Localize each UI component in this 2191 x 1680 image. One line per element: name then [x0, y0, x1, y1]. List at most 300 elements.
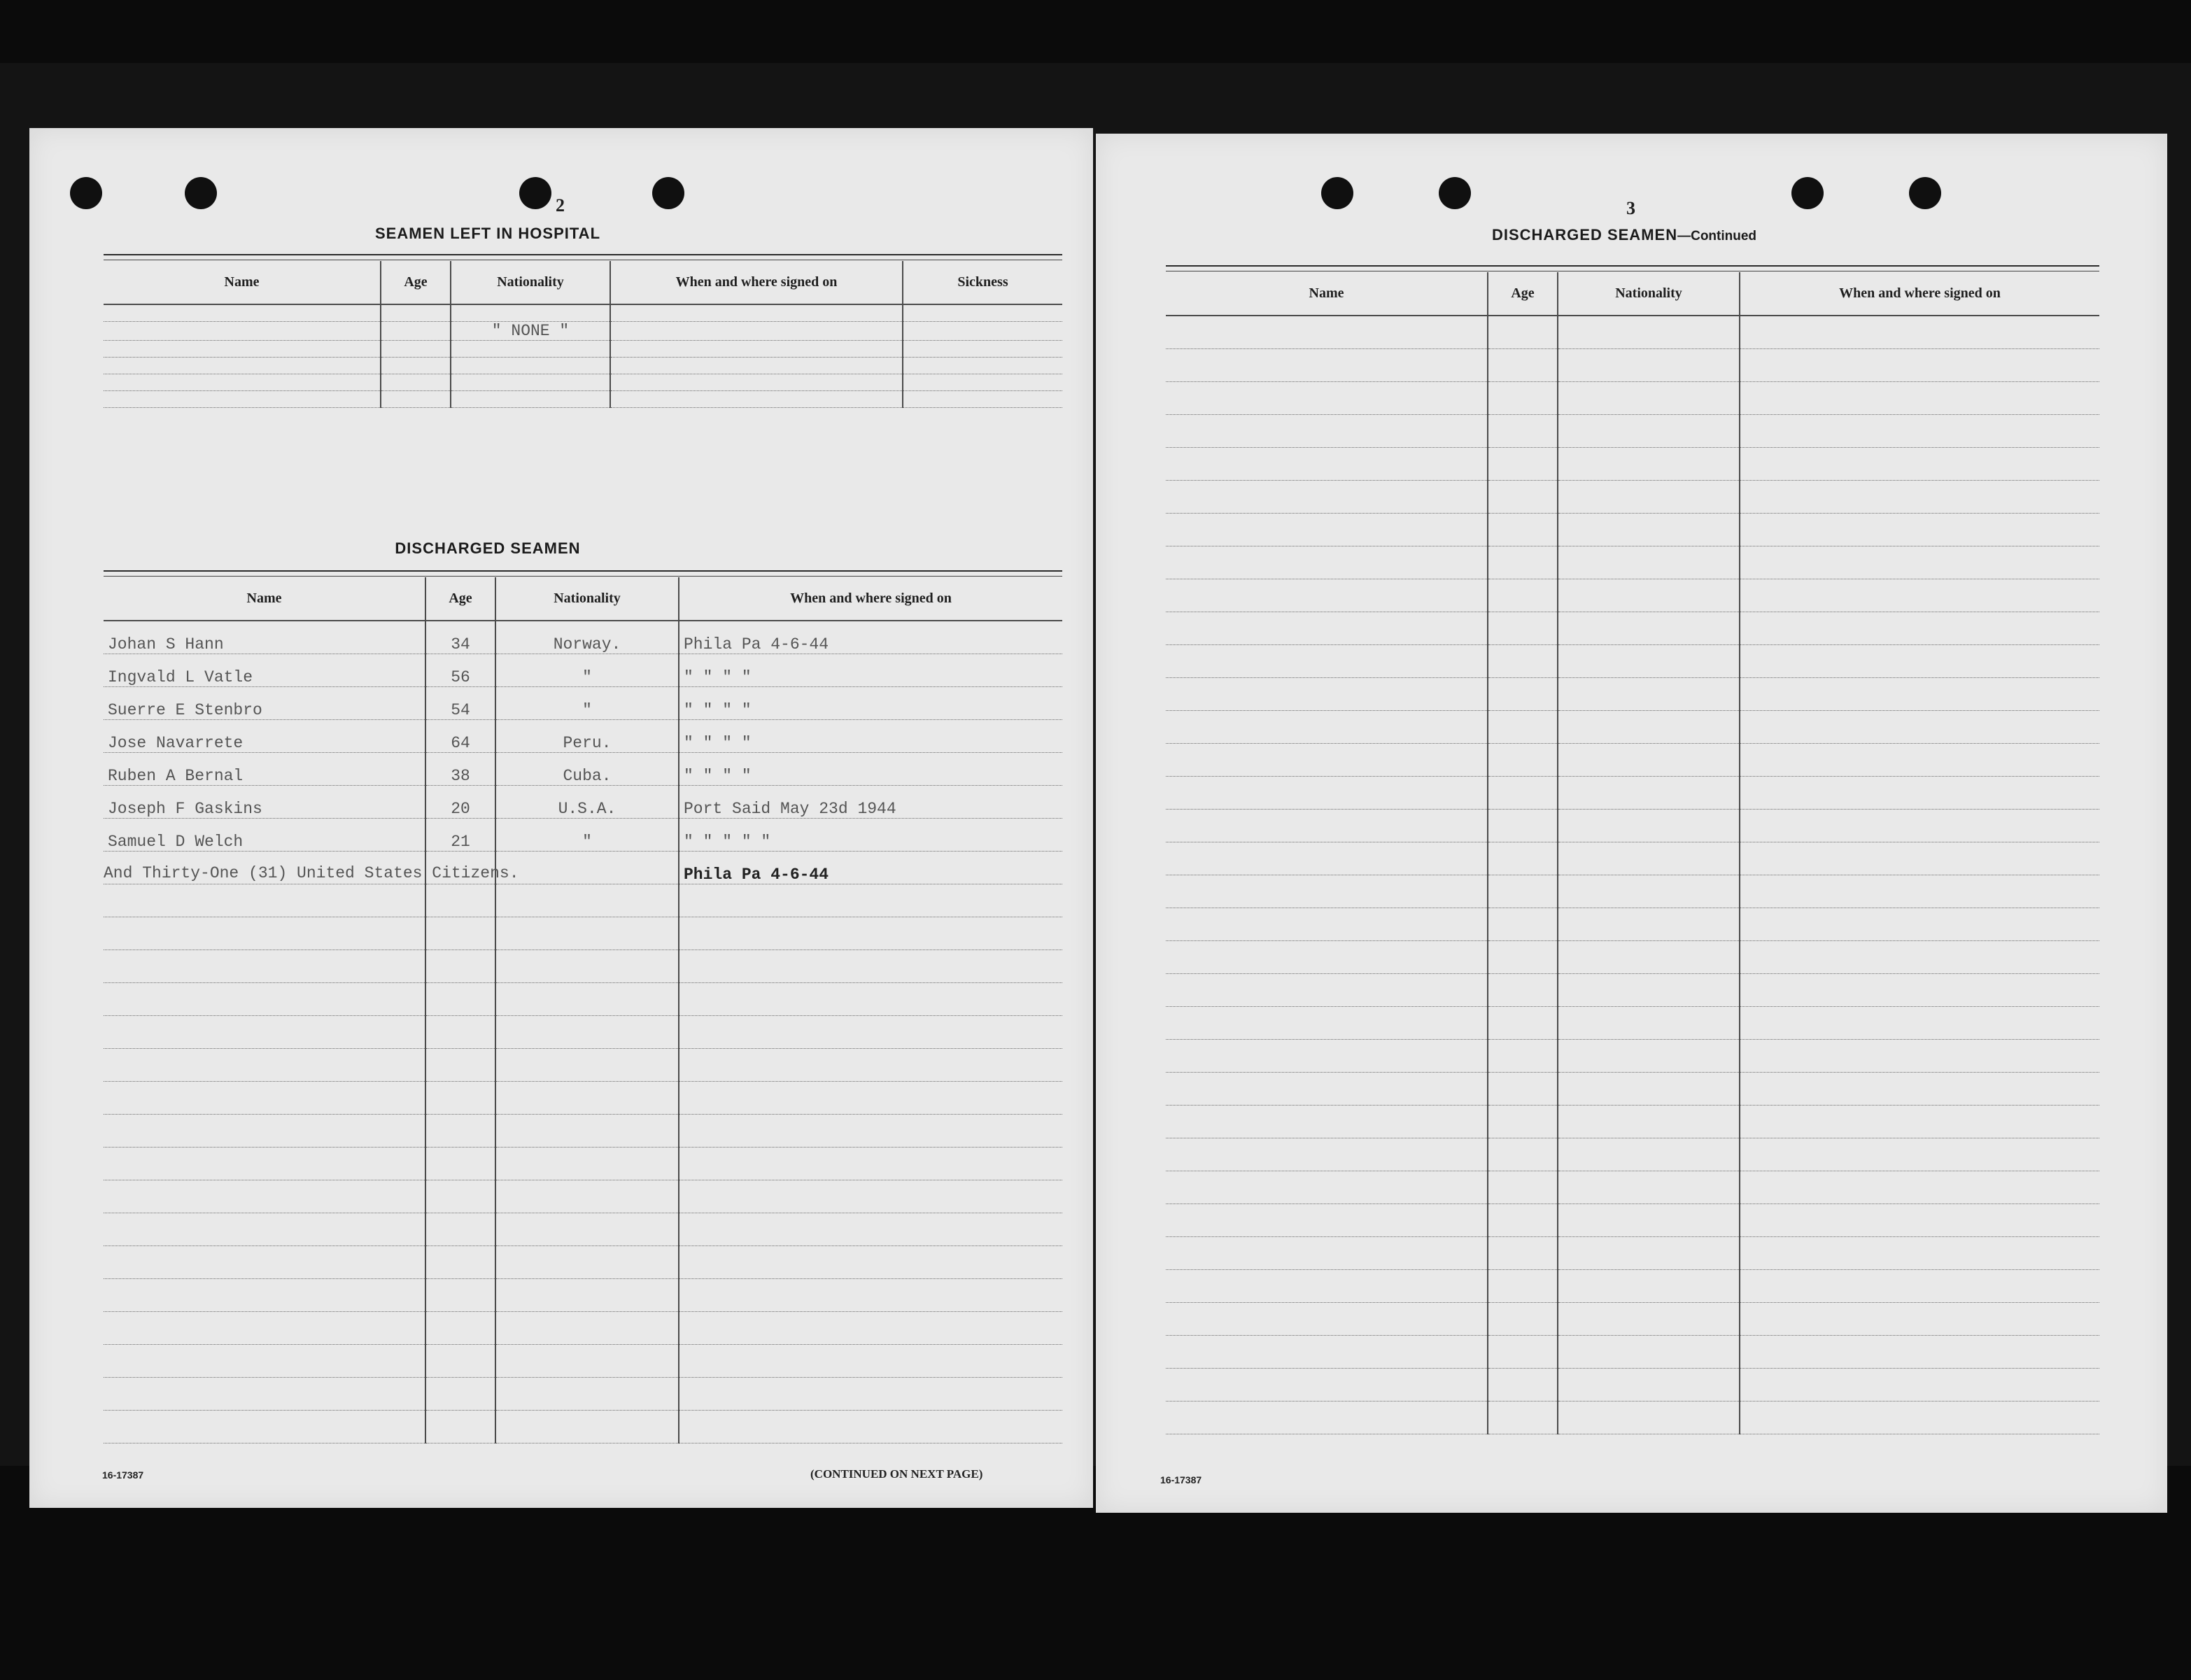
table-row: [1166, 1072, 2099, 1105]
table-row: [1166, 1302, 2099, 1335]
signed-on-cell: [679, 1114, 1062, 1147]
age-cell: [425, 950, 495, 982]
age-cell: [1488, 348, 1558, 381]
nationality-cell: [1558, 447, 1740, 480]
col-header-signed-on: When and where signed on: [610, 261, 903, 304]
name-cell: [1166, 1072, 1488, 1105]
name-cell: [1166, 579, 1488, 612]
table-row: [104, 818, 1062, 851]
nationality-cell: ": [495, 818, 679, 851]
age-cell: [425, 884, 495, 917]
age-cell: [1488, 1203, 1558, 1236]
age-cell: [1488, 1236, 1558, 1269]
signed-on-cell: [1740, 1236, 2099, 1269]
signed-on-cell: [1740, 612, 2099, 644]
nationality-cell: [1558, 842, 1740, 875]
age-cell: [425, 1114, 495, 1147]
name-cell: [104, 1245, 425, 1278]
nationality-cell: [451, 304, 610, 321]
age-cell: [425, 1278, 495, 1311]
name-cell: Ingvald L Vatle: [104, 654, 425, 686]
table-row: [1166, 940, 2099, 973]
nationality-cell: ": [495, 686, 679, 719]
nationality-cell: [1558, 644, 1740, 677]
punch-hole: [519, 177, 551, 209]
signed-on-cell: [679, 1081, 1062, 1114]
nationality-cell: [1558, 677, 1740, 710]
name-cell: [1166, 644, 1488, 677]
nationality-cell: [1558, 513, 1740, 546]
nationality-cell: [495, 1114, 679, 1147]
signed-on-cell: [679, 1213, 1062, 1245]
nationality-cell: [495, 1048, 679, 1081]
table-row: [104, 374, 1062, 390]
form-number: 16-17387: [1160, 1474, 1202, 1485]
age-cell: [425, 982, 495, 1015]
age-cell: [381, 374, 451, 390]
signed-on-cell: [610, 390, 903, 407]
signed-on-cell: [679, 950, 1062, 982]
name-cell: [104, 340, 381, 357]
nationality-cell: Cuba.: [495, 752, 679, 785]
signed-on-cell: [1740, 1302, 2099, 1335]
signed-on-cell: [1740, 710, 2099, 743]
signed-on-cell: [679, 1048, 1062, 1081]
name-cell: [1166, 973, 1488, 1006]
age-cell: [425, 1015, 495, 1048]
nationality-cell: [1558, 776, 1740, 809]
table-row: [104, 1048, 1062, 1081]
nationality-cell: [451, 374, 610, 390]
name-cell: [104, 1213, 425, 1245]
name-cell: [1166, 1138, 1488, 1171]
signed-on-cell: " " " ": [679, 719, 1062, 752]
age-cell: [1488, 940, 1558, 973]
age-cell: [1488, 1006, 1558, 1039]
name-cell: [104, 950, 425, 982]
table-row: [104, 884, 1062, 917]
name-cell: [104, 357, 381, 374]
table-row: [1166, 414, 2099, 447]
page-number: 2: [556, 195, 565, 216]
age-cell: [1488, 710, 1558, 743]
nationality-cell: [495, 982, 679, 1015]
signed-on-cell: [1740, 677, 2099, 710]
age-cell: [425, 1213, 495, 1245]
nationality-cell: [495, 1015, 679, 1048]
signed-on-cell: [1740, 776, 2099, 809]
age-cell: [1488, 1368, 1558, 1401]
age-cell: [1488, 316, 1558, 348]
table-row: [1166, 973, 2099, 1006]
nationality-cell: [1558, 1072, 1740, 1105]
name-cell: [104, 1048, 425, 1081]
name-cell: [104, 1015, 425, 1048]
signed-on-cell: [679, 982, 1062, 1015]
table-row: [104, 321, 1062, 340]
signed-on-cell: [1740, 447, 2099, 480]
nationality-cell: [1558, 1203, 1740, 1236]
signed-on-cell: " " " ": [679, 654, 1062, 686]
name-cell: [104, 1377, 425, 1410]
name-cell: [1166, 710, 1488, 743]
table-row: [1166, 447, 2099, 480]
signed-on-cell: " " " " ": [679, 818, 1062, 851]
nationality-cell: " NONE ": [451, 321, 610, 340]
table-row: [1166, 842, 2099, 875]
nationality-cell: [495, 1377, 679, 1410]
nationality-cell: [495, 884, 679, 917]
age-cell: [1488, 513, 1558, 546]
age-cell: [381, 390, 451, 407]
name-cell: [104, 1147, 425, 1180]
name-cell: [1166, 776, 1488, 809]
col-header-age: Age: [381, 261, 451, 304]
signed-on-cell: [1740, 1138, 2099, 1171]
nationality-cell: [1558, 1138, 1740, 1171]
col-header-nationality: Nationality: [451, 261, 610, 304]
signed-on-cell: [1740, 381, 2099, 414]
age-cell: [381, 321, 451, 340]
nationality-cell: [1558, 480, 1740, 513]
age-cell: 21: [425, 818, 495, 851]
signed-on-cell: Port Said May 23d 1944: [679, 785, 1062, 818]
nationality-cell: [1558, 809, 1740, 842]
age-cell: [425, 1245, 495, 1278]
name-cell: [104, 982, 425, 1015]
name-cell: Ruben A Bernal: [104, 752, 425, 785]
col-header-nationality: Nationality: [495, 577, 679, 621]
name-cell: Samuel D Welch: [104, 818, 425, 851]
age-cell: [1488, 1138, 1558, 1171]
film-top-band: [0, 0, 2191, 63]
name-cell: [1166, 513, 1488, 546]
signed-on-cell: [610, 304, 903, 321]
table-row: [104, 785, 1062, 818]
signed-on-cell: [1740, 1006, 2099, 1039]
name-cell: Johan S Hann: [104, 621, 425, 654]
table-row: [1166, 1039, 2099, 1072]
table-row: [1166, 776, 2099, 809]
signed-on-cell: [679, 884, 1062, 917]
signed-on-cell: [1740, 546, 2099, 579]
table-row: [104, 1311, 1062, 1344]
table-row: [1166, 612, 2099, 644]
nationality-cell: [495, 1180, 679, 1213]
age-cell: [1488, 1039, 1558, 1072]
table-row: [104, 1114, 1062, 1147]
signed-on-cell: " " " ": [679, 752, 1062, 785]
table-row: [1166, 1335, 2099, 1368]
name-cell: [104, 1114, 425, 1147]
hospital-section-title: SEAMEN LEFT IN HOSPITAL: [374, 225, 601, 242]
table-row: [104, 851, 1062, 884]
col-header-age: Age: [425, 577, 495, 621]
table-row: [1166, 1203, 2099, 1236]
age-cell: [1488, 1269, 1558, 1302]
age-cell: [1488, 644, 1558, 677]
name-cell: [104, 1081, 425, 1114]
signed-on-cell: [679, 917, 1062, 950]
name-cell: Suerre E Stenbro: [104, 686, 425, 719]
name-cell: [1166, 316, 1488, 348]
signed-on-cell: [679, 1015, 1062, 1048]
table-row: [1166, 1138, 2099, 1171]
table-row: [1166, 1401, 2099, 1434]
table-row: [104, 304, 1062, 321]
nationality-cell: [495, 1344, 679, 1377]
col-header-name: Name: [1166, 272, 1488, 316]
name-cell: [1166, 1105, 1488, 1138]
table-row: [1166, 1368, 2099, 1401]
name-cell: [104, 1180, 425, 1213]
sickness-cell: [903, 321, 1062, 340]
age-cell: [1488, 743, 1558, 776]
age-cell: [425, 1180, 495, 1213]
age-cell: [1488, 381, 1558, 414]
punch-hole: [1439, 177, 1471, 209]
table-row: [1166, 1006, 2099, 1039]
name-cell: [1166, 546, 1488, 579]
nationality-cell: [495, 851, 679, 884]
table-row: [1166, 1171, 2099, 1203]
table-row: [1166, 546, 2099, 579]
table-row: [1166, 316, 2099, 348]
sickness-cell: [903, 374, 1062, 390]
nationality-cell: [1558, 1006, 1740, 1039]
signed-on-cell: [610, 374, 903, 390]
signed-on-cell: [1740, 480, 2099, 513]
table-row: [1166, 809, 2099, 842]
table-row: [1166, 677, 2099, 710]
nationality-cell: [495, 917, 679, 950]
signed-on-cell: [610, 321, 903, 340]
name-cell: [104, 851, 519, 884]
table-row: [1166, 875, 2099, 908]
nationality-cell: [1558, 579, 1740, 612]
age-cell: [381, 304, 451, 321]
signed-on-cell: [1740, 908, 2099, 940]
table-row: [1166, 381, 2099, 414]
age-cell: 38: [425, 752, 495, 785]
name-cell: [1166, 480, 1488, 513]
nationality-cell: [1558, 1269, 1740, 1302]
name-cell: [1166, 1335, 1488, 1368]
age-cell: [425, 1048, 495, 1081]
punch-hole: [70, 177, 102, 209]
nationality-cell: [451, 340, 610, 357]
signed-on-cell: [1740, 1171, 2099, 1203]
sickness-cell: [903, 357, 1062, 374]
age-cell: [1488, 480, 1558, 513]
sickness-cell: [903, 390, 1062, 407]
name-cell: [1166, 1269, 1488, 1302]
nationality-cell: [1558, 1335, 1740, 1368]
nationality-cell: Peru.: [495, 719, 679, 752]
punch-hole: [185, 177, 217, 209]
table-row: [104, 1015, 1062, 1048]
nationality-cell: [1558, 743, 1740, 776]
signed-on-cell: [1740, 316, 2099, 348]
discharged-table: [104, 577, 1062, 1443]
age-cell: [425, 1147, 495, 1180]
name-cell: [104, 304, 381, 321]
table-row: [1166, 710, 2099, 743]
age-cell: [1488, 1171, 1558, 1203]
signed-on-cell: [679, 1147, 1062, 1180]
table-row: [1166, 513, 2099, 546]
discharged-section-title: DISCHARGED SEAMEN: [395, 539, 581, 557]
table-row: [104, 390, 1062, 407]
nationality-cell: [1558, 908, 1740, 940]
nationality-cell: [1558, 1401, 1740, 1434]
continued-table: [1166, 272, 2099, 1434]
name-cell: [104, 374, 381, 390]
nationality-cell: [1558, 1171, 1740, 1203]
nationality-cell: U.S.A.: [495, 785, 679, 818]
nationality-cell: [495, 1311, 679, 1344]
signed-on-cell: [1740, 348, 2099, 381]
name-cell: [1166, 1203, 1488, 1236]
signed-on-cell: [679, 1245, 1062, 1278]
name-cell: [104, 1278, 425, 1311]
signed-on-cell: [1740, 1039, 2099, 1072]
discharged-continued-title: [1446, 226, 1803, 244]
signed-on-cell: [1740, 1368, 2099, 1401]
age-cell: [425, 1344, 495, 1377]
nationality-cell: [1558, 710, 1740, 743]
col-header-name: Name: [104, 577, 425, 621]
nationality-cell: Norway.: [495, 621, 679, 654]
age-cell: [1488, 546, 1558, 579]
signed-on-cell: [679, 1377, 1062, 1410]
age-cell: [1488, 776, 1558, 809]
signed-on-cell: [1740, 940, 2099, 973]
age-cell: [1488, 973, 1558, 1006]
name-cell: [1166, 348, 1488, 381]
nationality-cell: [1558, 1039, 1740, 1072]
col-header-nationality: Nationality: [1558, 272, 1740, 316]
signed-on-cell: [1740, 1105, 2099, 1138]
hospital-top-rule: [104, 254, 1062, 255]
col-header-name: Name: [104, 261, 381, 304]
table-row: [104, 719, 1062, 752]
name-cell: [104, 884, 425, 917]
nationality-cell: [495, 1410, 679, 1443]
age-cell: [1488, 842, 1558, 875]
signed-on-cell: Phila Pa 4-6-44: [679, 851, 1062, 884]
nationality-cell: [1558, 875, 1740, 908]
nationality-cell: [1558, 612, 1740, 644]
age-cell: 64: [425, 719, 495, 752]
signed-on-cell: [1740, 743, 2099, 776]
name-cell: [1166, 677, 1488, 710]
left-page: [29, 128, 1093, 1508]
continued-note: (CONTINUED ON NEXT PAGE): [810, 1467, 983, 1481]
age-cell: 56: [425, 654, 495, 686]
table-row: [1166, 743, 2099, 776]
age-cell: [381, 340, 451, 357]
signed-on-cell: [1740, 1072, 2099, 1105]
age-cell: [1488, 612, 1558, 644]
age-cell: [1488, 1335, 1558, 1368]
table-row: [104, 654, 1062, 686]
name-cell: [1166, 612, 1488, 644]
name-cell: [104, 321, 381, 340]
table-row: [104, 1278, 1062, 1311]
table-row: [104, 1147, 1062, 1180]
signed-on-cell: [1740, 579, 2099, 612]
name-cell: [1166, 1171, 1488, 1203]
punch-hole: [652, 177, 684, 209]
table-row: [104, 1213, 1062, 1245]
signed-on-cell: " " " ": [679, 686, 1062, 719]
nationality-cell: [1558, 940, 1740, 973]
name-cell: [104, 917, 425, 950]
signed-on-cell: [1740, 1335, 2099, 1368]
age-cell: 20: [425, 785, 495, 818]
nationality-cell: [1558, 1105, 1740, 1138]
name-cell: [1166, 875, 1488, 908]
age-cell: [1488, 1072, 1558, 1105]
table-row: [1166, 579, 2099, 612]
table-row: [104, 917, 1062, 950]
age-cell: [1488, 579, 1558, 612]
age-cell: [1488, 1105, 1558, 1138]
nationality-cell: ": [495, 654, 679, 686]
age-cell: [425, 917, 495, 950]
signed-on-cell: [1740, 875, 2099, 908]
col-header-age: Age: [1488, 272, 1558, 316]
table-row: [104, 982, 1062, 1015]
age-cell: [381, 357, 451, 374]
name-cell: [104, 1311, 425, 1344]
name-cell: [1166, 1039, 1488, 1072]
table-row: [1166, 1269, 2099, 1302]
nationality-cell: [495, 1245, 679, 1278]
sickness-cell: [903, 304, 1062, 321]
age-cell: [425, 1410, 495, 1443]
col-header-signed-on: When and where signed on: [1740, 272, 2099, 316]
right-page: [1096, 134, 2167, 1513]
page-number: 3: [1626, 198, 1635, 218]
table-row: [104, 1081, 1062, 1114]
signed-on-cell: [679, 1278, 1062, 1311]
table-row: [104, 340, 1062, 357]
nationality-cell: [495, 1147, 679, 1180]
nationality-cell: [1558, 348, 1740, 381]
nationality-cell: [451, 357, 610, 374]
hospital-table: [104, 261, 1062, 408]
table-row: [104, 1180, 1062, 1213]
signed-on-cell: [1740, 1269, 2099, 1302]
nationality-cell: [495, 1081, 679, 1114]
nationality-cell: [495, 1213, 679, 1245]
signed-on-cell: [679, 1180, 1062, 1213]
signed-on-cell: [1740, 1203, 2099, 1236]
col-header-sickness: Sickness: [903, 261, 1062, 304]
signed-on-cell: [1740, 1401, 2099, 1434]
nationality-cell: [1558, 973, 1740, 1006]
nationality-cell: [495, 950, 679, 982]
nationality-cell: [1558, 1302, 1740, 1335]
table-row: [1166, 480, 2099, 513]
punch-hole: [1791, 177, 1824, 209]
table-row: [1166, 644, 2099, 677]
table-row: [1166, 348, 2099, 381]
punch-hole: [1321, 177, 1353, 209]
table-row: [1166, 1105, 2099, 1138]
